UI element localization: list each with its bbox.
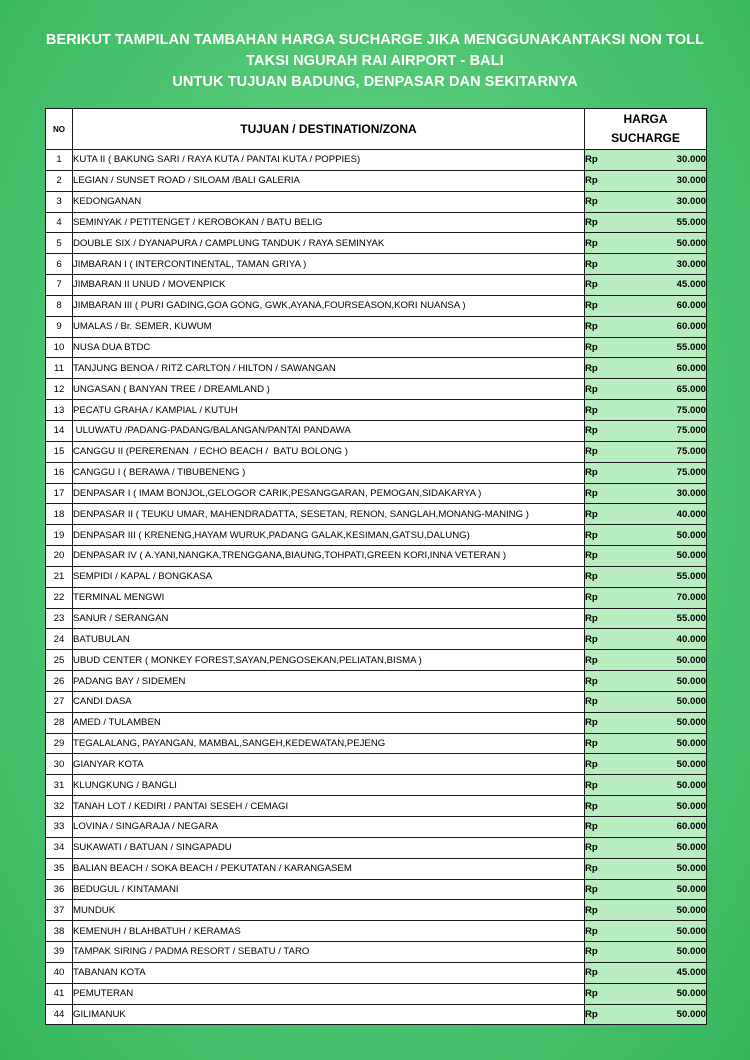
price-value: 45.000 (676, 967, 706, 979)
table-row (46, 441, 707, 462)
row-price (585, 170, 707, 191)
table-row (46, 754, 707, 775)
price-value: 50.000 (676, 1009, 706, 1021)
row-price (585, 942, 707, 963)
currency-label: Rp (585, 425, 598, 437)
row-destination: JIMBARAN II UNUD / MOVENPICK (73, 275, 585, 296)
price-value: 55.000 (676, 342, 706, 354)
row-price (585, 546, 707, 567)
row-number: 29 (46, 733, 73, 754)
row-number: 2 (46, 170, 73, 191)
row-price (585, 712, 707, 733)
table-row (46, 942, 707, 963)
table-row (46, 921, 707, 942)
table-row (46, 504, 707, 525)
price-value: 65.000 (676, 383, 706, 395)
price-value: 50.000 (676, 863, 706, 875)
row-destination: CANGGU II (PERERENAN / ECHO BEACH / BATU BOLONG ) (73, 441, 585, 462)
table-row (46, 316, 707, 337)
row-price (585, 817, 707, 838)
row-price (585, 420, 707, 441)
title-line-3: UNTUK TUJUAN BADUNG, DENPASAR DAN SEKITARNYA (172, 74, 578, 90)
row-number: 21 (46, 566, 73, 587)
table-row (46, 879, 707, 900)
row-price (585, 796, 707, 817)
currency-label: Rp (585, 863, 598, 875)
row-destination: NUSA DUA BTDC (73, 337, 585, 358)
row-number: 8 (46, 295, 73, 316)
price-value: 60.000 (676, 321, 706, 333)
currency-label: Rp (585, 175, 598, 187)
table-row (46, 525, 707, 546)
header-no: NO (46, 109, 73, 150)
row-price (585, 587, 707, 608)
row-price (585, 983, 707, 1004)
row-destination: KEMENUH / BLAHBATUH / KERAMAS (73, 921, 585, 942)
row-number: 30 (46, 754, 73, 775)
row-price (585, 691, 707, 712)
price-value: 50.000 (676, 779, 706, 791)
row-destination: BALIAN BEACH / SOKA BEACH / PEKUTATAN / KARANGASEM (73, 858, 585, 879)
currency-label: Rp (585, 988, 598, 1000)
table-row (46, 483, 707, 504)
row-number: 41 (46, 983, 73, 1004)
currency-label: Rp (585, 925, 598, 937)
row-price (585, 650, 707, 671)
row-number: 16 (46, 462, 73, 483)
surcharge-table (45, 108, 707, 1025)
row-destination: JIMBARAN III ( PURI GADING,GOA GONG, GWK,AYANA,FOURSEASON,KORI NUANSA ) (73, 295, 585, 316)
row-destination: PEMUTERAN (73, 983, 585, 1004)
table-row (46, 775, 707, 796)
row-number: 28 (46, 712, 73, 733)
row-price (585, 754, 707, 775)
row-price (585, 316, 707, 337)
table-row (46, 233, 707, 254)
row-price (585, 441, 707, 462)
row-number: 6 (46, 254, 73, 275)
row-number: 38 (46, 921, 73, 942)
table-row (46, 712, 707, 733)
price-value: 50.000 (676, 696, 706, 708)
title-line-1: BERIKUT TAMPILAN TAMBAHAN HARGA SUCHARGE JIKA MENGGUNAKANTAKSI NON TOLL (45, 32, 705, 48)
table-body (46, 150, 707, 1025)
row-price (585, 962, 707, 983)
price-value: 60.000 (676, 300, 706, 312)
currency-label: Rp (585, 404, 598, 416)
currency-label: Rp (585, 654, 598, 666)
row-number: 39 (46, 942, 73, 963)
table-row (46, 295, 707, 316)
row-number: 23 (46, 608, 73, 629)
currency-label: Rp (585, 612, 598, 624)
row-number: 22 (46, 587, 73, 608)
row-number: 11 (46, 358, 73, 379)
row-number: 17 (46, 483, 73, 504)
table-row (46, 608, 707, 629)
row-number: 26 (46, 671, 73, 692)
table-row (46, 587, 707, 608)
table-row (46, 691, 707, 712)
row-destination: SEMINYAK / PETITENGET / KEROBOKAN / BATU BELIG (73, 212, 585, 233)
row-price (585, 608, 707, 629)
price-value: 75.000 (676, 425, 706, 437)
currency-label: Rp (585, 383, 598, 395)
currency-label: Rp (585, 758, 598, 770)
row-price (585, 400, 707, 421)
row-destination: MUNDUK (73, 900, 585, 921)
currency-label: Rp (585, 821, 598, 833)
row-number: 20 (46, 546, 73, 567)
table-row (46, 275, 707, 296)
currency-label: Rp (585, 508, 598, 520)
row-number: 36 (46, 879, 73, 900)
row-price (585, 775, 707, 796)
table-row (46, 1004, 707, 1025)
row-number: 19 (46, 525, 73, 546)
row-destination: DENPASAR I ( IMAM BONJOL,GELOGOR CARIK,PESANGGARAN, PEMOGAN,SIDAKARYA ) (73, 483, 585, 504)
row-price (585, 150, 707, 171)
currency-label: Rp (585, 446, 598, 458)
table-header-row (46, 109, 707, 150)
price-value: 60.000 (676, 821, 706, 833)
row-price (585, 879, 707, 900)
row-price (585, 733, 707, 754)
table-row (46, 170, 707, 191)
row-destination: TERMINAL MENGWI (73, 587, 585, 608)
currency-label: Rp (585, 946, 598, 958)
row-price (585, 900, 707, 921)
row-destination: KLUNGKUNG / BANGLI (73, 775, 585, 796)
price-value: 55.000 (676, 216, 706, 228)
price-value: 50.000 (676, 925, 706, 937)
currency-label: Rp (585, 1009, 598, 1021)
currency-label: Rp (585, 738, 598, 750)
price-value: 50.000 (676, 738, 706, 750)
price-value: 50.000 (676, 717, 706, 729)
row-number: 24 (46, 629, 73, 650)
table-row (46, 379, 707, 400)
currency-label: Rp (585, 279, 598, 291)
currency-label: Rp (585, 300, 598, 312)
row-price (585, 525, 707, 546)
row-destination: LOVINA / SINGARAJA / NEGARA (73, 817, 585, 838)
row-price (585, 233, 707, 254)
row-destination: GIANYAR KOTA (73, 754, 585, 775)
price-value: 40.000 (676, 508, 706, 520)
table-row (46, 254, 707, 275)
currency-label: Rp (585, 717, 598, 729)
price-value: 75.000 (676, 467, 706, 479)
row-number: 3 (46, 191, 73, 212)
price-value: 30.000 (676, 487, 706, 499)
row-price (585, 858, 707, 879)
table-row (46, 983, 707, 1004)
currency-label: Rp (585, 342, 598, 354)
price-value: 30.000 (676, 196, 706, 208)
table-row (46, 962, 707, 983)
table-row (46, 671, 707, 692)
currency-label: Rp (585, 154, 598, 166)
row-destination: DOUBLE SIX / DYANAPURA / CAMPLUNG TANDUK / RAYA SEMINYAK (73, 233, 585, 254)
row-price (585, 337, 707, 358)
row-destination: TANAH LOT / KEDIRI / PANTAI SESEH / CEMAGI (73, 796, 585, 817)
row-number: 44 (46, 1004, 73, 1025)
price-value: 50.000 (676, 529, 706, 541)
price-value: 50.000 (676, 800, 706, 812)
price-value: 50.000 (676, 237, 706, 249)
table-row (46, 546, 707, 567)
row-number: 25 (46, 650, 73, 671)
price-value: 50.000 (676, 842, 706, 854)
row-number: 14 (46, 420, 73, 441)
table-row (46, 400, 707, 421)
row-number: 27 (46, 691, 73, 712)
table-row (46, 358, 707, 379)
row-destination: GILIMANUK (73, 1004, 585, 1025)
currency-label: Rp (585, 675, 598, 687)
table-row (46, 650, 707, 671)
price-value: 50.000 (676, 883, 706, 895)
row-price (585, 212, 707, 233)
price-value: 50.000 (676, 675, 706, 687)
row-destination: JIMBARAN I ( INTERCONTINENTAL, TAMAN GRIYA ) (73, 254, 585, 275)
row-number: 5 (46, 233, 73, 254)
row-price (585, 566, 707, 587)
row-price (585, 837, 707, 858)
table-row (46, 420, 707, 441)
currency-label: Rp (585, 321, 598, 333)
row-price (585, 504, 707, 525)
table-row (46, 837, 707, 858)
row-destination: KEDONGANAN (73, 191, 585, 212)
table-row (46, 212, 707, 233)
currency-label: Rp (585, 529, 598, 541)
currency-label: Rp (585, 967, 598, 979)
row-number: 13 (46, 400, 73, 421)
row-price (585, 483, 707, 504)
row-destination: PADANG BAY / SIDEMEN (73, 671, 585, 692)
row-destination: TANJUNG BENOA / RITZ CARLTON / HILTON / SAWANGAN (73, 358, 585, 379)
price-value: 45.000 (676, 279, 706, 291)
row-destination: UNGASAN ( BANYAN TREE / DREAMLAND ) (73, 379, 585, 400)
price-value: 75.000 (676, 446, 706, 458)
price-value: 55.000 (676, 612, 706, 624)
row-price (585, 295, 707, 316)
row-price (585, 921, 707, 942)
row-price (585, 671, 707, 692)
row-number: 1 (46, 150, 73, 171)
price-value: 50.000 (676, 654, 706, 666)
row-number: 31 (46, 775, 73, 796)
currency-label: Rp (585, 779, 598, 791)
currency-label: Rp (585, 571, 598, 583)
row-destination: DENPASAR IV ( A.YANI,NANGKA,TRENGGANA,BIAUNG,TOHPATI,GREEN KORI,INNA VETERAN ) (73, 546, 585, 567)
header-destination: TUJUAN / DESTINATION/ZONA (73, 109, 585, 150)
table-row (46, 796, 707, 817)
currency-label: Rp (585, 258, 598, 270)
currency-label: Rp (585, 633, 598, 645)
currency-label: Rp (585, 362, 598, 374)
row-number: 35 (46, 858, 73, 879)
row-number: 10 (46, 337, 73, 358)
price-value: 75.000 (676, 404, 706, 416)
header-price-line-2: SUCHARGE (611, 131, 680, 145)
row-price (585, 275, 707, 296)
table-row (46, 900, 707, 921)
row-destination: TEGALALANG, PAYANGAN, MAMBAL,SANGEH,KEDEWATAN,PEJENG (73, 733, 585, 754)
currency-label: Rp (585, 467, 598, 479)
currency-label: Rp (585, 487, 598, 499)
table-row (46, 566, 707, 587)
table-row (46, 629, 707, 650)
row-destination: ULUWATU /PADANG-PADANG/BALANGAN/PANTAI PANDAWA (73, 420, 585, 441)
row-number: 18 (46, 504, 73, 525)
currency-label: Rp (585, 237, 598, 249)
row-destination: UBUD CENTER ( MONKEY FOREST,SAYAN,PENGOSEKAN,PELIATAN,BISMA ) (73, 650, 585, 671)
currency-label: Rp (585, 696, 598, 708)
row-destination: AMED / TULAMBEN (73, 712, 585, 733)
currency-label: Rp (585, 842, 598, 854)
row-price (585, 358, 707, 379)
currency-label: Rp (585, 592, 598, 604)
price-value: 30.000 (676, 154, 706, 166)
table-row (46, 462, 707, 483)
price-value: 30.000 (676, 175, 706, 187)
row-number: 7 (46, 275, 73, 296)
table-row (46, 191, 707, 212)
currency-label: Rp (585, 800, 598, 812)
row-number: 12 (46, 379, 73, 400)
price-value: 50.000 (676, 758, 706, 770)
currency-label: Rp (585, 196, 598, 208)
title-line-2: TAKSI NGURAH RAI AIRPORT - BALI (246, 53, 504, 69)
row-destination: KUTA II ( BAKUNG SARI / RAYA KUTA / PANTAI KUTA / POPPIES) (73, 150, 585, 171)
price-value: 50.000 (676, 946, 706, 958)
price-value: 50.000 (676, 988, 706, 1000)
currency-label: Rp (585, 904, 598, 916)
row-number: 37 (46, 900, 73, 921)
row-destination: SUKAWATI / BATUAN / SINGAPADU (73, 837, 585, 858)
row-number: 33 (46, 817, 73, 838)
price-value: 60.000 (676, 362, 706, 374)
currency-label: Rp (585, 216, 598, 228)
price-value: 70.000 (676, 592, 706, 604)
price-value: 30.000 (676, 258, 706, 270)
currency-label: Rp (585, 550, 598, 562)
row-price (585, 462, 707, 483)
row-number: 34 (46, 837, 73, 858)
row-number: 40 (46, 962, 73, 983)
row-destination: CANDI DASA (73, 691, 585, 712)
price-value: 55.000 (676, 571, 706, 583)
header-price (585, 109, 707, 150)
row-destination: TABANAN KOTA (73, 962, 585, 983)
price-value: 50.000 (676, 904, 706, 916)
row-price (585, 254, 707, 275)
row-number: 4 (46, 212, 73, 233)
table-row (46, 337, 707, 358)
row-destination: BEDUGUL / KINTAMANI (73, 879, 585, 900)
row-price (585, 1004, 707, 1025)
table-row (46, 150, 707, 171)
row-destination: CANGGU I ( BERAWA / TIBUBENENG ) (73, 462, 585, 483)
row-number: 32 (46, 796, 73, 817)
price-value: 50.000 (676, 550, 706, 562)
row-price (585, 629, 707, 650)
row-destination: SEMPIDI / KAPAL / BONGKASA (73, 566, 585, 587)
row-number: 15 (46, 441, 73, 462)
row-destination: DENPASAR III ( KRENENG,HAYAM WURUK,PADANG GALAK,KESIMAN,GATSU,DALUNG) (73, 525, 585, 546)
table-row (46, 858, 707, 879)
row-destination: LEGIAN / SUNSET ROAD / SILOAM /BALI GALERIA (73, 170, 585, 191)
currency-label: Rp (585, 883, 598, 895)
price-value: 40.000 (676, 633, 706, 645)
table-row (46, 817, 707, 838)
row-destination: TAMPAK SIRING / PADMA RESORT / SEBATU / TARO (73, 942, 585, 963)
row-destination: BATUBULAN (73, 629, 585, 650)
table-row (46, 733, 707, 754)
row-destination: PECATU GRAHA / KAMPIAL / KUTUH (73, 400, 585, 421)
row-destination: SANUR / SERANGAN (73, 608, 585, 629)
row-number: 9 (46, 316, 73, 337)
row-price (585, 191, 707, 212)
row-price (585, 379, 707, 400)
header-price-line-1: HARGA (623, 112, 668, 126)
row-destination: DENPASAR II ( TEUKU UMAR, MAHENDRADATTA, SESETAN, RENON, SANGLAH,MONANG-MANING ) (73, 504, 585, 525)
row-destination: UMALAS / Br. SEMER, KUWUM (73, 316, 585, 337)
page-title (0, 30, 750, 93)
